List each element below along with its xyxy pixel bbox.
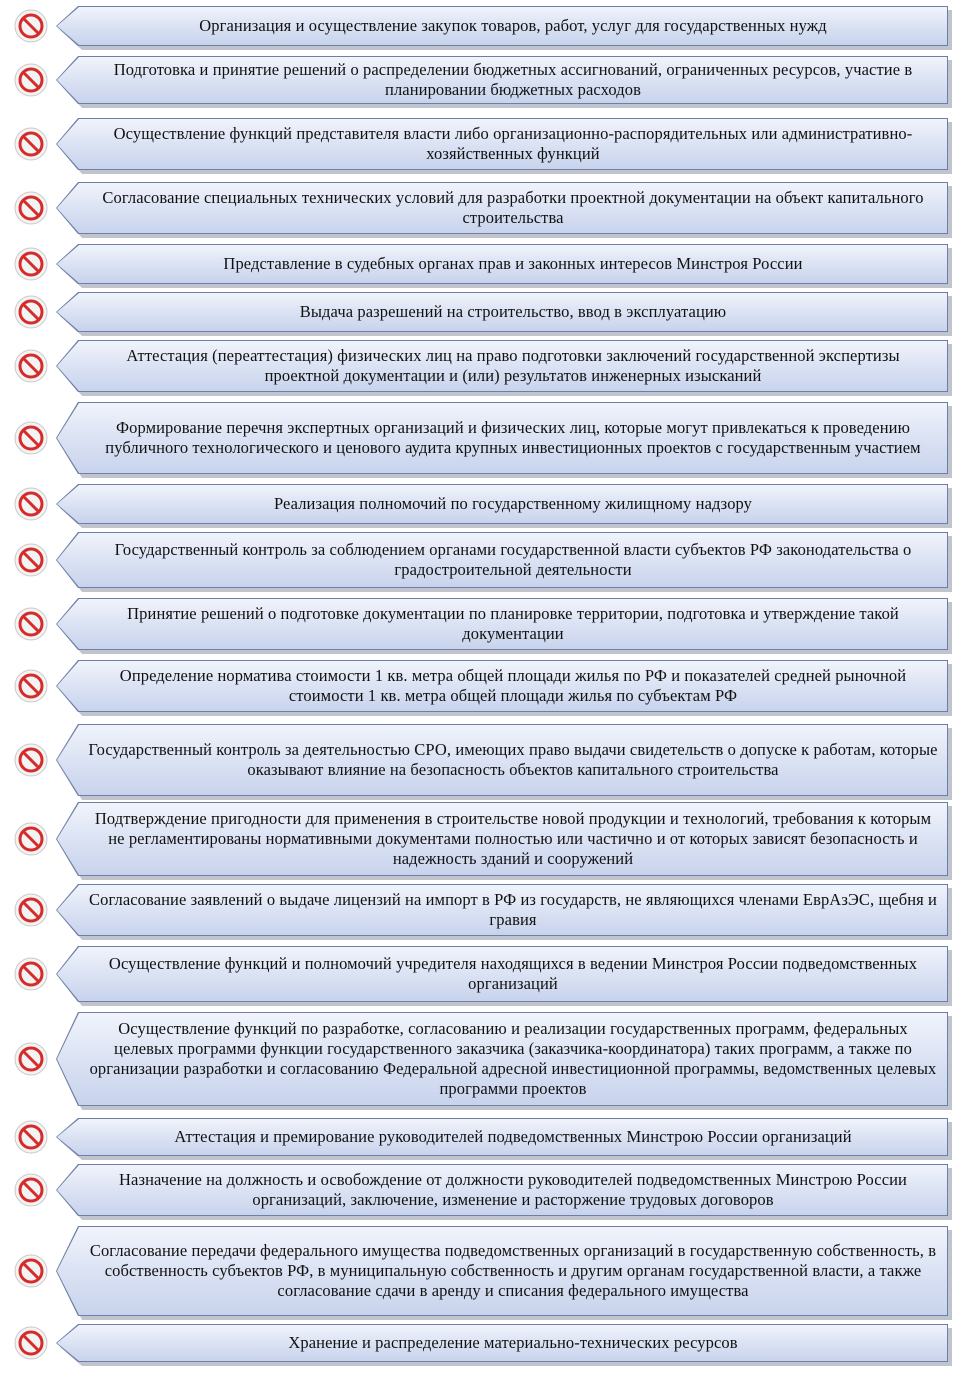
list-item [0, 292, 962, 338]
list-item [0, 1012, 962, 1112]
list-item [0, 598, 962, 656]
list-item [0, 1324, 962, 1368]
list-item [0, 182, 962, 240]
no-entry-icon [14, 607, 48, 641]
list-item [0, 118, 962, 176]
no-entry-icon [14, 957, 48, 991]
list-item [0, 1226, 962, 1322]
no-entry-icon [14, 743, 48, 777]
item-text: Выдача разрешений на строительство, ввод в эксплуатацию [299, 302, 727, 321]
item-text: Осуществление функций по разработке, согласованию и реализации государственных программ, федеральных целевых программи функции государственного заказчика (заказчика-координатора) таких программ, а также по организации разработки и согласованию Федеральной адресной инвестиционной программы, ведомственных целевых программи проектов [89, 1019, 937, 1098]
item-text: Принятие решений о подготовке документации по планировке территории, подготовка и утверждение такой документации [127, 604, 899, 643]
item-text: Согласование заявлений о выдаче лицензий на импорт в РФ из государств, не являющихся членами ЕврАзЭС, щебня и гравия [89, 890, 937, 929]
item-text: Хранение и распределение материально-технических ресурсов [288, 1333, 738, 1352]
list-item [0, 724, 962, 802]
list-item [0, 884, 962, 942]
list-item [0, 244, 962, 290]
item-text: Аттестация и премирование руководителей подведомственных Минстрою России организаций [174, 1127, 852, 1146]
no-entry-icon [14, 63, 48, 97]
no-entry-icon [14, 1173, 48, 1207]
list-item [0, 6, 962, 52]
no-entry-icon [14, 487, 48, 521]
item-text: Согласование специальных технических условий для разработки проектной документации на объект капитального строительства [102, 188, 924, 227]
item-text: Формирование перечня экспертных организаций и физических лиц, которые могут привлекаться к проведению публичного технологического и ценового аудита крупных инвестиционных проектов с государственным участием [105, 418, 921, 457]
list-item [0, 660, 962, 718]
no-entry-icon [14, 421, 48, 455]
item-text: Реализация полномочий по государственному жилищному надзору [273, 494, 753, 513]
no-entry-icon [14, 1120, 48, 1154]
no-entry-icon [14, 543, 48, 577]
list-item [0, 484, 962, 530]
item-text: Осуществление функций представителя власти либо организационно-распорядительных или административно-хозяйственных функций [113, 124, 913, 163]
no-entry-icon [14, 295, 48, 329]
item-text: Определение норматива стоимости 1 кв. метра общей площади жилья по РФ и показателей средней рыночной стоимости 1 кв. метра общей площади жилья по субъектам РФ [119, 666, 907, 705]
item-text: Государственный контроль за соблюдением органами государственной власти субъектов РФ законодательства о градостроительной деятельности [114, 540, 912, 579]
no-entry-icon [14, 822, 48, 856]
no-entry-icon [14, 9, 48, 43]
item-text: Подтверждение пригодности для применения в строительстве новой продукции и технологий, требования к которым не регламентированы нормативными документами полностью или частично и от которых зависят безопасность и надежность зданий и сооружений [94, 809, 932, 868]
list-item [0, 802, 962, 882]
item-text: Осуществление функций и полномочий учредителя находящихся в ведении Минстроя России подведомственных организаций [108, 954, 918, 993]
list-item [0, 340, 962, 398]
no-entry-icon [14, 127, 48, 161]
list-item [0, 56, 962, 110]
no-entry-icon [14, 669, 48, 703]
list-item [0, 1164, 962, 1222]
no-entry-icon [14, 893, 48, 927]
item-text: Подготовка и принятие решений о распределении бюджетных ассигнований, ограниченных ресурсов, участие в планировании бюджетных расходов [113, 60, 913, 99]
item-text: Назначение на должность и освобождение от должности руководителей подведомственных Минстрою России организаций, заключение, изменение и расторжение трудовых договоров [119, 1170, 907, 1209]
list-item [0, 532, 962, 594]
no-entry-icon [14, 349, 48, 383]
no-entry-icon [14, 191, 48, 225]
list-item [0, 402, 962, 480]
item-text: Представление в судебных органах прав и законных интересов Минстроя России [223, 254, 803, 273]
item-text: Организация и осуществление закупок товаров, работ, услуг для государственных нужд [199, 16, 827, 35]
item-text: Государственный контроль за деятельностью СРО, имеющих право выдачи свидетельств о допуске к работам, которые оказывают влияние на безопасность объектов капитального строительства [88, 740, 938, 779]
list-item [0, 946, 962, 1008]
no-entry-icon [14, 1326, 48, 1360]
no-entry-icon [14, 247, 48, 281]
item-text: Аттестация (переаттестация) физических лиц на право подготовки заключений государственной экспертизы проектной документации и (или) результатов инженерных изысканий [126, 346, 900, 385]
no-entry-icon [14, 1042, 48, 1076]
no-entry-icon [14, 1254, 48, 1288]
item-text: Согласование передачи федерального имущества подведомственных организаций в государственную собственность, в собственность субъектов РФ, в муниципальную собственность и другим органам государственной власти, а также согласование сдачи в аренду и списания федерального имущества [89, 1241, 937, 1300]
list-item [0, 1118, 962, 1162]
